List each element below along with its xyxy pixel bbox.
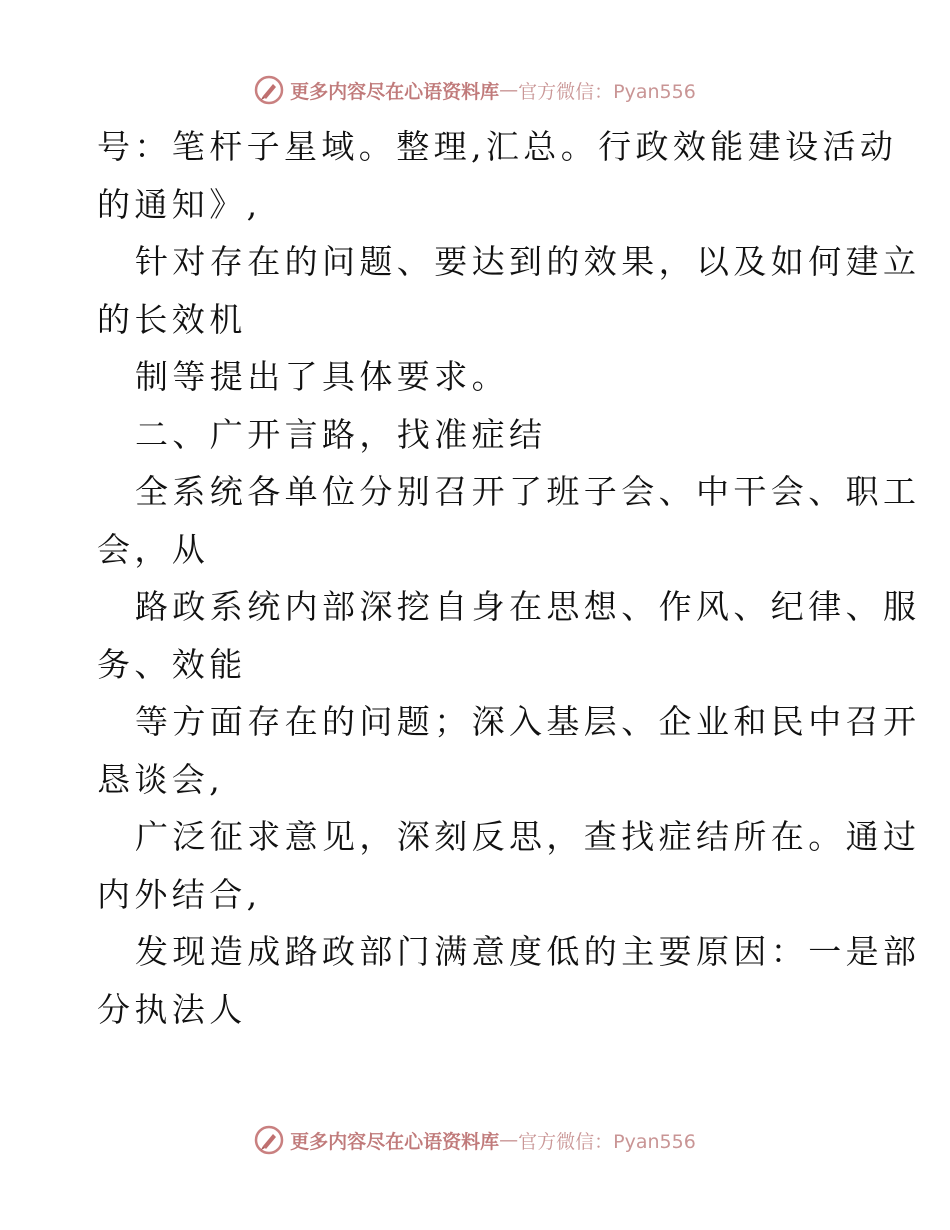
- text-line: 二、广开言路，找准症结: [135, 414, 547, 454]
- text-line: 内外结合,: [97, 874, 262, 914]
- text-line: 的通知》,: [97, 184, 262, 224]
- text-line: 路政系统内部深挖自身在思想、作风、纪律、服: [135, 587, 921, 627]
- watermark-sub-text: 官方微信：Pyan556: [518, 80, 696, 103]
- text-line: 针对存在的问题、要达到的效果，以及如何建立: [135, 242, 921, 282]
- text-line: 分执法人: [97, 989, 247, 1029]
- watermark-sub-text: 官方微信：Pyan556: [518, 1130, 696, 1153]
- text-line: 发现造成路政部门满意度低的主要原因：一是部: [135, 932, 921, 972]
- watermark-main-text: 更多内容尽在心语资料库: [290, 1130, 500, 1153]
- footer-watermark: [0, 1120, 950, 1160]
- header-watermark: [0, 70, 950, 110]
- text-line: 恳谈会,: [97, 759, 225, 799]
- watermark-dash: —: [499, 79, 519, 101]
- pen-nib-icon: [254, 1125, 284, 1155]
- text-line: 全系统各单位分别召开了班子会、中干会、职工: [135, 472, 921, 512]
- watermark-main-text: 更多内容尽在心语资料库: [290, 80, 500, 103]
- watermark-dash: —: [499, 1129, 519, 1151]
- document-body: [97, 118, 921, 1038]
- pen-nib-icon: [254, 75, 284, 105]
- text-line: 的长效机: [97, 299, 247, 339]
- text-line: 广泛征求意见，深刻反思，查找症结所在。通过: [135, 817, 921, 857]
- text-line: 会，从: [97, 529, 210, 569]
- text-line: 等方面存在的问题；深入基层、企业和民中召开: [135, 702, 921, 742]
- text-line: 号：笔杆子星域。整理,汇总。行政效能建设活动: [97, 127, 898, 167]
- text-line: 务、效能: [97, 644, 247, 684]
- text-line: 制等提出了具体要求。: [135, 357, 509, 397]
